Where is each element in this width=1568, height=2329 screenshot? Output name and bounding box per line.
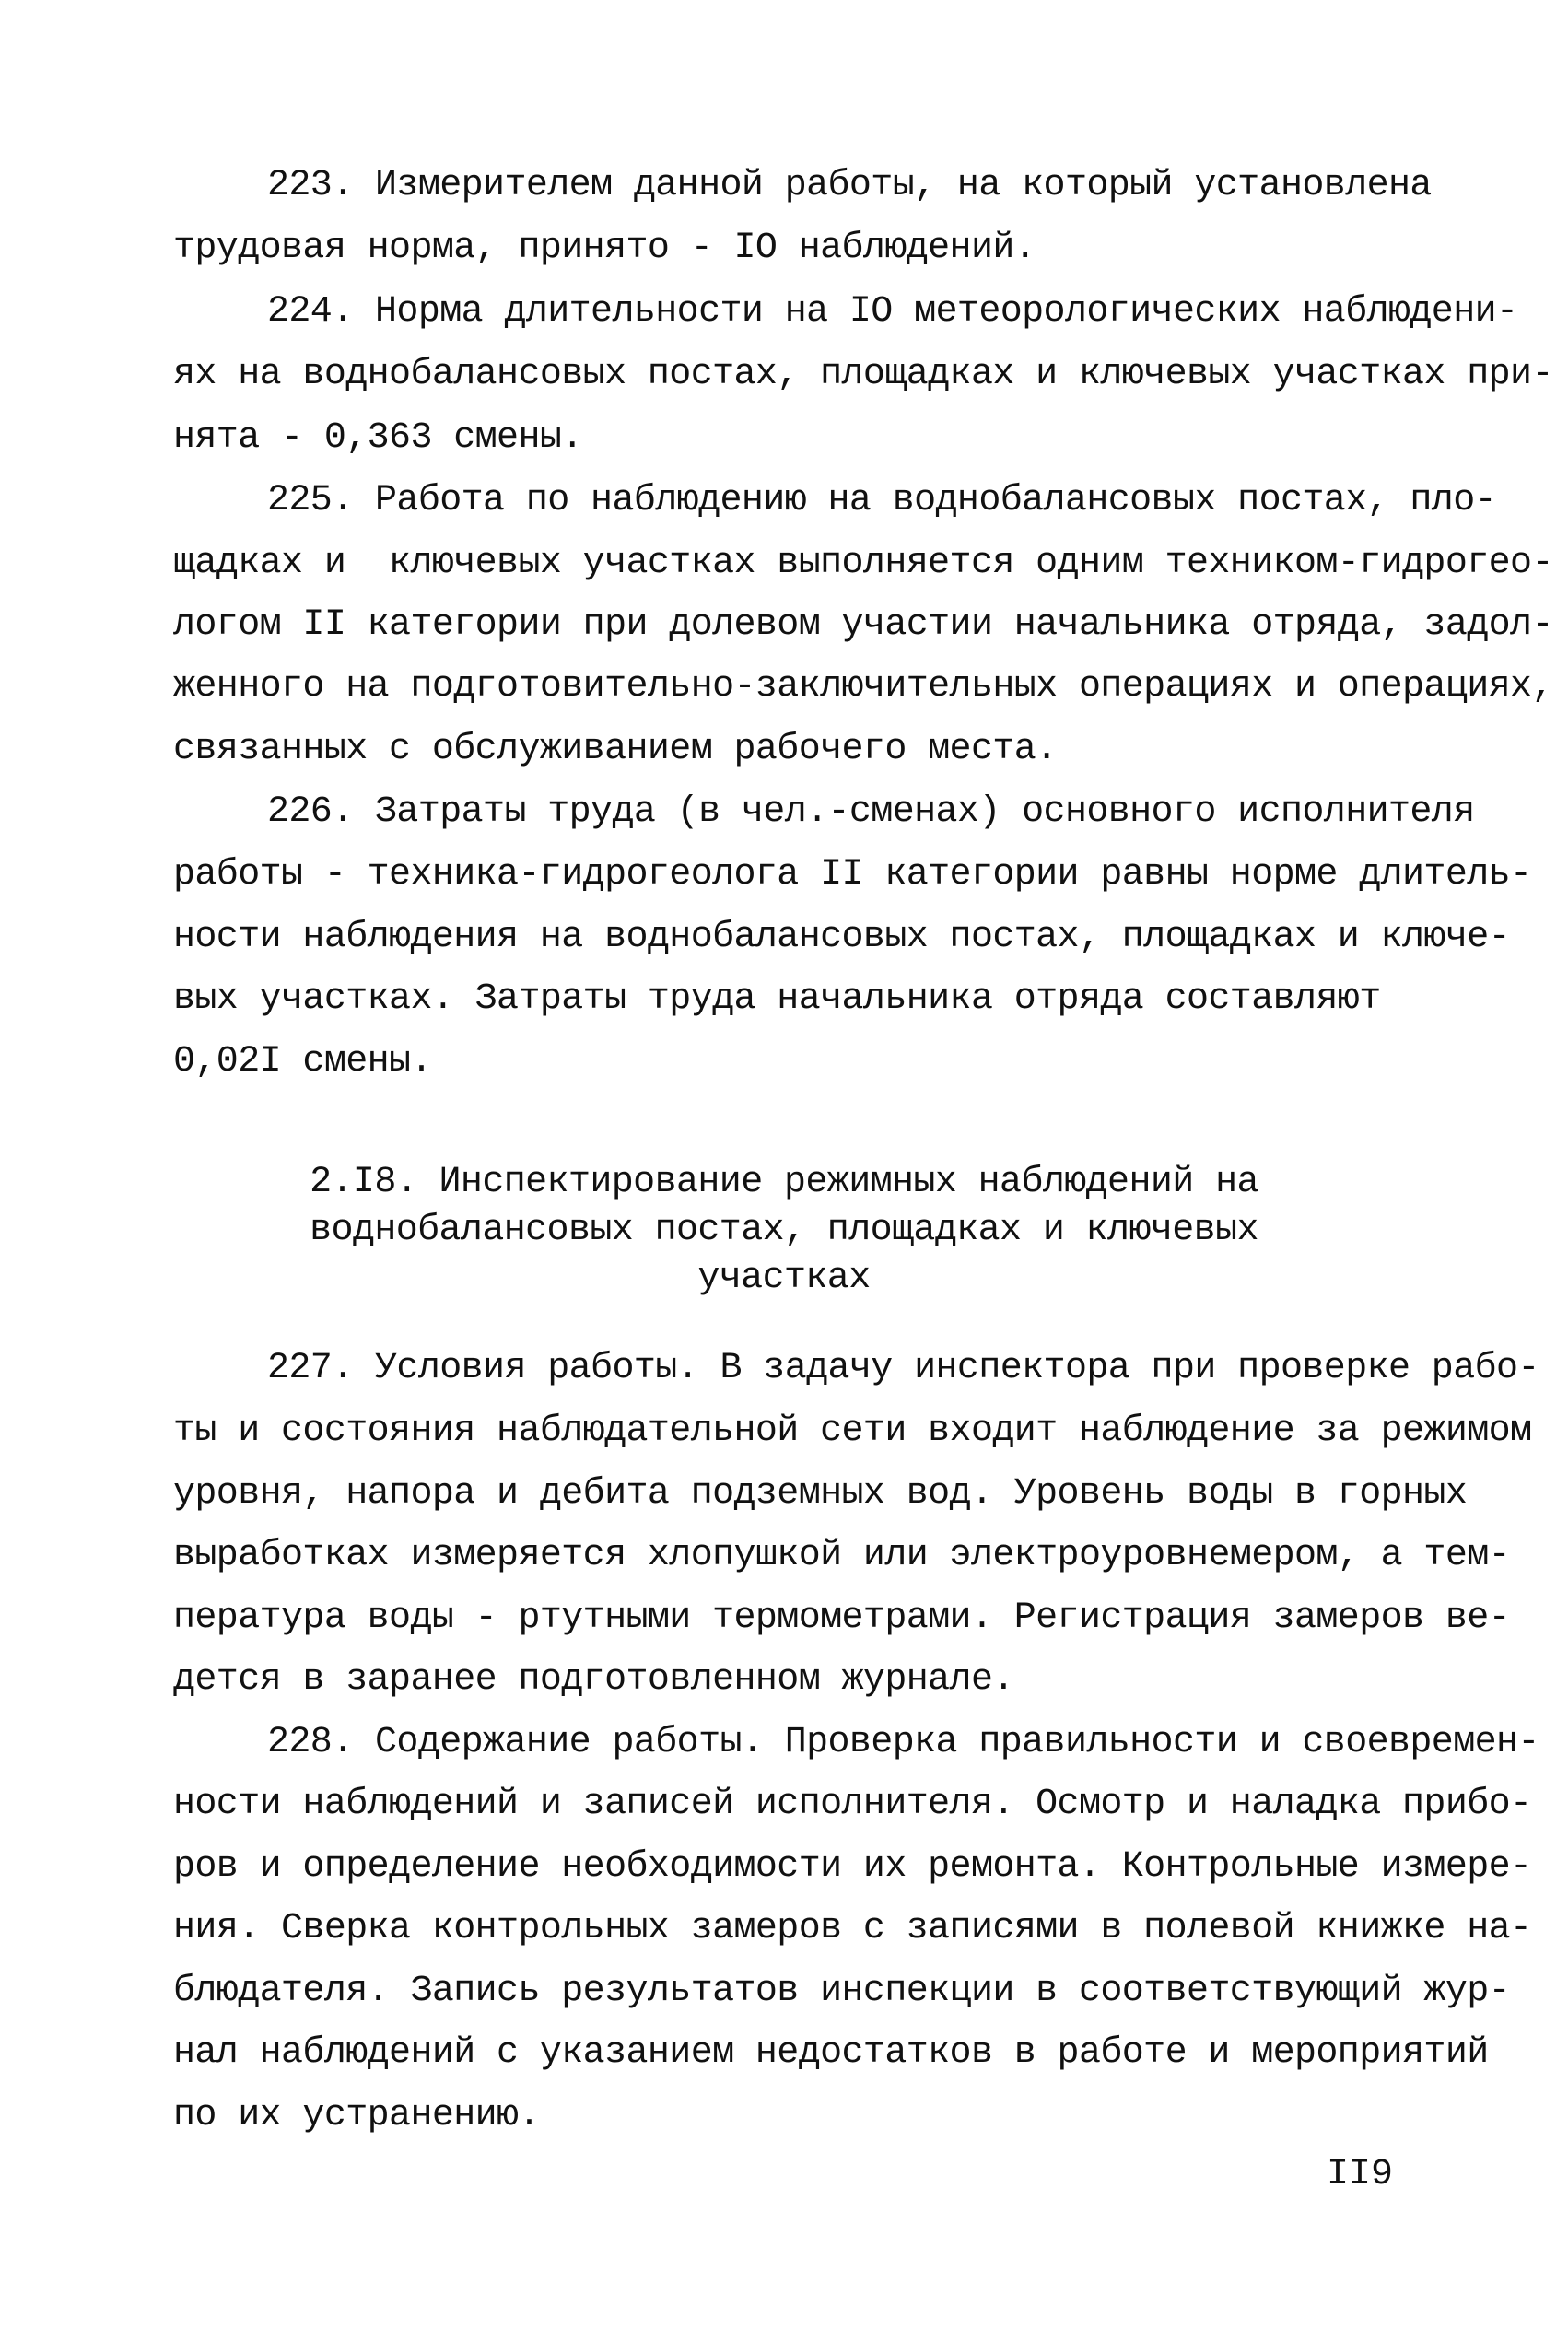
- paragraph-228-line: ности наблюдений и записей исполнителя. Осмотр и наладка прибо-: [173, 1784, 1532, 1825]
- paragraph-223-line: 223. Измерителем данной работы, на который установлена: [267, 165, 1432, 206]
- paragraph-225-line: 225. Работа по наблюдению на воднобалансовых постах, пло-: [267, 480, 1497, 521]
- paragraph-226-line: работы - техника-гидрогеолога II категории равны норме длитель-: [173, 854, 1532, 895]
- paragraph-228-line: ния. Сверка контрольных замеров с записями в полевой книжке на-: [173, 1908, 1532, 1949]
- paragraph-227-line: уровня, напора и дебита подземных вод. Уровень воды в горных: [173, 1473, 1468, 1515]
- paragraph-228-line: блюдателя. Запись результатов инспекции в соответствующий жур-: [173, 1971, 1511, 2012]
- paragraph-225-line: щадках и ключевых участках выполняется одним техником-гидрогео-: [173, 543, 1553, 584]
- paragraph-226-line: 226. Затраты труда (в чел.-сменах) основного исполнителя: [267, 791, 1475, 833]
- section-heading-line: 2.I8. Инспектирование режимных наблюдений на: [310, 1162, 1258, 1203]
- paragraph-227-line: выработках измеряется хлопушкой или электроуровнемером, а тем-: [173, 1535, 1511, 1576]
- paragraph-225-line: логом II категории при долевом участии начальника отряда, задол-: [173, 604, 1553, 646]
- paragraph-227-line: 227. Условия работы. В задачу инспектора при проверке рабо-: [267, 1348, 1539, 1389]
- section-heading-line: участках: [697, 1258, 871, 1299]
- paragraph-224-line: 224. Норма длительности на IO метеорологических наблюдени-: [267, 291, 1518, 333]
- paragraph-223-line: трудовая норма, принято - IO наблюдений.: [173, 228, 1036, 269]
- paragraph-225-line: женного на подготовительно-заключительных операциях и операциях,: [173, 666, 1553, 708]
- paragraph-228-line: по их устранению.: [173, 2095, 540, 2136]
- paragraph-228-line: ров и определение необходимости их ремонта. Контрольные измере-: [173, 1846, 1532, 1888]
- paragraph-226-line: вых участках. Затраты труда начальника отряда составляют: [173, 978, 1381, 1020]
- paragraph-227-line: ты и состояния наблюдательной сети входит наблюдение за режимом: [173, 1410, 1532, 1452]
- paragraph-228-line: нал наблюдений с указанием недостатков в работе и мероприятий: [173, 2032, 1489, 2074]
- page-number: II9: [1327, 2154, 1394, 2195]
- paragraph-224-line: нята - 0,363 смены.: [173, 417, 583, 459]
- section-heading-line: воднобалансовых постах, площадках и ключевых: [310, 1210, 1258, 1251]
- paragraph-225-line: связанных с обслуживанием рабочего места.: [173, 729, 1058, 770]
- paragraph-227-line: дется в заранее подготовленном журнале.: [173, 1659, 1014, 1701]
- paragraph-228-line: 228. Содержание работы. Проверка правильности и своевремен-: [267, 1722, 1539, 1763]
- paragraph-226-line: 0,02I смены.: [173, 1041, 432, 1083]
- paragraph-226-line: ности наблюдения на воднобалансовых постах, площадках и ключе-: [173, 917, 1511, 958]
- paragraph-224-line: ях на воднобалансовых постах, площадках и ключевых участках при-: [173, 354, 1553, 395]
- paragraph-227-line: пература воды - ртутными термометрами. Регистрация замеров ве-: [173, 1598, 1511, 1639]
